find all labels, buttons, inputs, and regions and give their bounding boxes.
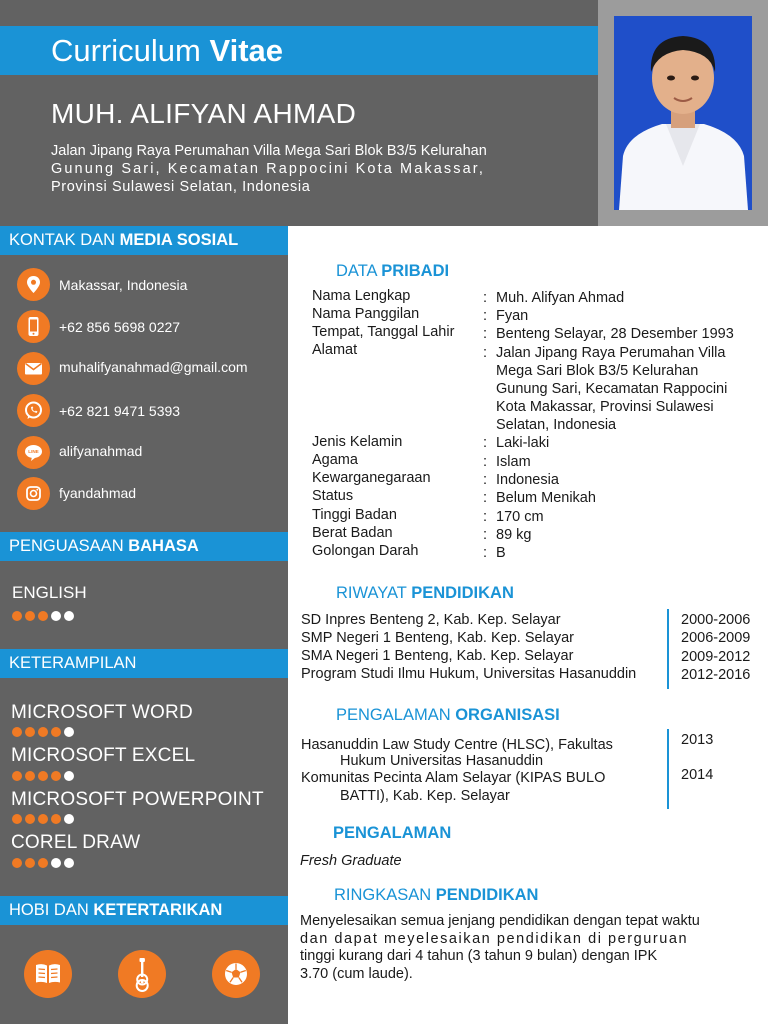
field-value: B [496, 545, 506, 561]
field-colon: : [483, 527, 488, 543]
field-colon: : [483, 490, 488, 506]
field-label: Golongan Darah [312, 543, 419, 559]
level-dot-filled [25, 858, 35, 868]
summary-line: tinggi kurang dari 4 tahun (3 tahun 9 bulan) dengan IPK [300, 948, 658, 964]
skill-microsoft-word: MICROSOFT WORD [11, 702, 193, 723]
mail-icon [17, 352, 50, 385]
level-dot-empty [64, 814, 74, 824]
level-dot-empty [51, 858, 61, 868]
organization-entry: Hukum Universitas Hasanuddin [340, 753, 544, 769]
address-line: Gunung Sari, Kecamatan Rappocini Kota Makassar, [51, 161, 485, 177]
field-value: Muh. Alifyan Ahmad [496, 290, 625, 306]
skill-level-dots [12, 771, 77, 781]
soccer-ball-icon [212, 950, 260, 998]
education-school: SD Inpres Benteng 2, Kab. Kep. Selayar [301, 612, 561, 628]
field-label: Berat Badan [312, 525, 393, 541]
field-label: Agama [312, 452, 358, 468]
field-colon: : [483, 345, 488, 361]
svg-text:LINE: LINE [28, 449, 39, 455]
field-label: Nama Panggilan [312, 306, 420, 322]
field-label: Jenis Kelamin [312, 434, 403, 450]
level-dot-filled [25, 771, 35, 781]
field-colon: : [483, 290, 488, 306]
summary-line: 3.70 (cum laude). [300, 965, 413, 982]
level-dot-filled [12, 771, 22, 781]
field-value: Gunung Sari, Kecamatan Rappocini [496, 381, 728, 397]
summary-line: dan dapat meyelesaikan pendidikan di perguruan [300, 930, 689, 947]
field-label: Alamat [312, 342, 358, 358]
experience-section-title: PENGALAMAN [333, 824, 452, 842]
summary-paragraph [300, 913, 728, 983]
instagram-icon [17, 477, 50, 510]
field-value: Belum Menikah [496, 490, 596, 506]
level-dot-filled [51, 814, 61, 824]
field-colon: : [483, 454, 488, 470]
level-dot-filled [25, 611, 35, 621]
hobby-section-title: HOBI DAN KETERTARIKAN [0, 896, 288, 925]
field-value: Laki-laki [496, 435, 550, 451]
contact-section-title: KONTAK DAN MEDIA SOSIAL [0, 226, 288, 255]
level-dot-filled [25, 727, 35, 737]
whatsapp-icon [17, 394, 50, 427]
skill-level-dots [12, 727, 77, 737]
profile-photo [614, 16, 752, 210]
language-section-title: PENGUASAAN BAHASA [0, 532, 288, 561]
header-address [51, 142, 561, 196]
field-colon: : [483, 472, 488, 488]
skill-microsoft-excel: MICROSOFT EXCEL [11, 745, 196, 766]
field-value: 89 kg [496, 527, 532, 543]
education-section-title: RIWAYAT PENDIDIKAN [336, 584, 514, 602]
field-colon: : [483, 509, 488, 525]
skill-level-dots [12, 858, 77, 868]
book-icon [24, 950, 72, 998]
level-dot-empty [51, 611, 61, 621]
level-dot-filled [51, 771, 61, 781]
address-line: Jalan Jipang Raya Perumahan Villa Mega Sari Blok B3/5 Kelurahan [51, 143, 487, 159]
field-colon: : [483, 545, 488, 561]
language-level-dots [12, 611, 77, 621]
field-value: Selatan, Indonesia [496, 417, 617, 433]
field-value: Indonesia [496, 472, 559, 488]
organization-section-title: PENGALAMAN ORGANISASI [336, 706, 560, 724]
level-dot-filled [38, 611, 48, 621]
level-dot-filled [25, 814, 35, 824]
level-dot-empty [64, 771, 74, 781]
guitar-icon [118, 950, 166, 998]
education-school: SMA Negeri 1 Benteng, Kab. Kep. Selayar [301, 648, 574, 664]
level-dot-filled [51, 727, 61, 737]
level-dot-empty [64, 858, 74, 868]
field-colon: : [483, 308, 488, 324]
organization-divider [667, 729, 669, 809]
contact-whatsapp[interactable]: +62 821 9471 5393 [59, 403, 181, 419]
contact-phone[interactable]: +62 856 5698 0227 [59, 319, 181, 335]
contact-email[interactable]: muhalifyanahmad@gmail.com [59, 359, 248, 375]
skill-microsoft-powerpoint: MICROSOFT POWERPOINT [11, 789, 264, 810]
field-value: Benteng Selayar, 28 Desember 1993 [496, 326, 734, 342]
field-label: Tinggi Badan [312, 507, 397, 523]
field-value: Jalan Jipang Raya Perumahan Villa [496, 345, 726, 361]
summary-section-title: RINGKASAN PENDIDIKAN [334, 886, 539, 904]
field-label: Kewarganegaraan [312, 470, 431, 486]
organization-entry: Hasanuddin Law Study Centre (HLSC), Fakultas [301, 737, 613, 753]
organization-year: 2013 [681, 732, 714, 748]
organization-entry: BATTI), Kab. Kep. Selayar [340, 788, 510, 804]
organization-entry: Komunitas Pecinta Alam Selayar (KIPAS BULO [301, 770, 606, 786]
contact-location: Makassar, Indonesia [59, 277, 188, 293]
phone-icon [17, 310, 50, 343]
education-divider [667, 609, 669, 689]
location-icon [17, 268, 50, 301]
field-value: Kota Makassar, Provinsi Sulawesi [496, 399, 714, 415]
level-dot-filled [12, 858, 22, 868]
field-label: Nama Lengkap [312, 288, 411, 304]
skill-level-dots [12, 814, 77, 824]
field-label: Tempat, Tanggal Lahir [312, 324, 455, 340]
level-dot-filled [38, 727, 48, 737]
education-years: 2000-2006 [681, 612, 751, 628]
education-years: 2012-2016 [681, 667, 751, 683]
full-name: MUH. ALIFYAN AHMAD [51, 98, 357, 129]
contact-instagram[interactable]: fyandahmad [59, 485, 137, 501]
language-english: ENGLISH [12, 583, 87, 602]
level-dot-filled [38, 858, 48, 868]
skill-corel-draw: COREL DRAW [11, 832, 141, 853]
skills-section-title: KETERAMPILAN [0, 649, 288, 678]
summary-line: Menyelesaikan semua jenjang pendidikan dengan tepat waktu [300, 913, 700, 929]
personal-section-title: DATA PRIBADI [336, 262, 450, 280]
level-dot-filled [12, 814, 22, 824]
field-value: Fyan [496, 308, 529, 324]
field-value: Islam [496, 454, 531, 470]
education-years: 2009-2012 [681, 649, 751, 665]
contact-line[interactable]: alifyanahmad [59, 443, 143, 459]
field-colon: : [483, 435, 488, 451]
level-dot-filled [12, 727, 22, 737]
education-school: Program Studi Ilmu Hukum, Universitas Hasanuddin [301, 666, 637, 682]
education-school: SMP Negeri 1 Benteng, Kab. Kep. Selayar [301, 630, 574, 646]
document-title: Curriculum Vitae [51, 33, 284, 68]
field-value: Mega Sari Blok B3/5 Kelurahan [496, 363, 699, 379]
field-value: 170 cm [496, 509, 544, 525]
field-label: Status [312, 488, 354, 504]
experience-text: Fresh Graduate [300, 853, 402, 869]
organization-year: 2014 [681, 767, 714, 783]
education-years: 2006-2009 [681, 630, 751, 646]
level-dot-empty [64, 727, 74, 737]
level-dot-filled [12, 611, 22, 621]
line-icon [17, 436, 50, 469]
level-dot-empty [64, 611, 74, 621]
level-dot-filled [38, 814, 48, 824]
level-dot-filled [38, 771, 48, 781]
address-line: Provinsi Sulawesi Selatan, Indonesia [51, 179, 311, 195]
field-colon: : [483, 326, 488, 342]
